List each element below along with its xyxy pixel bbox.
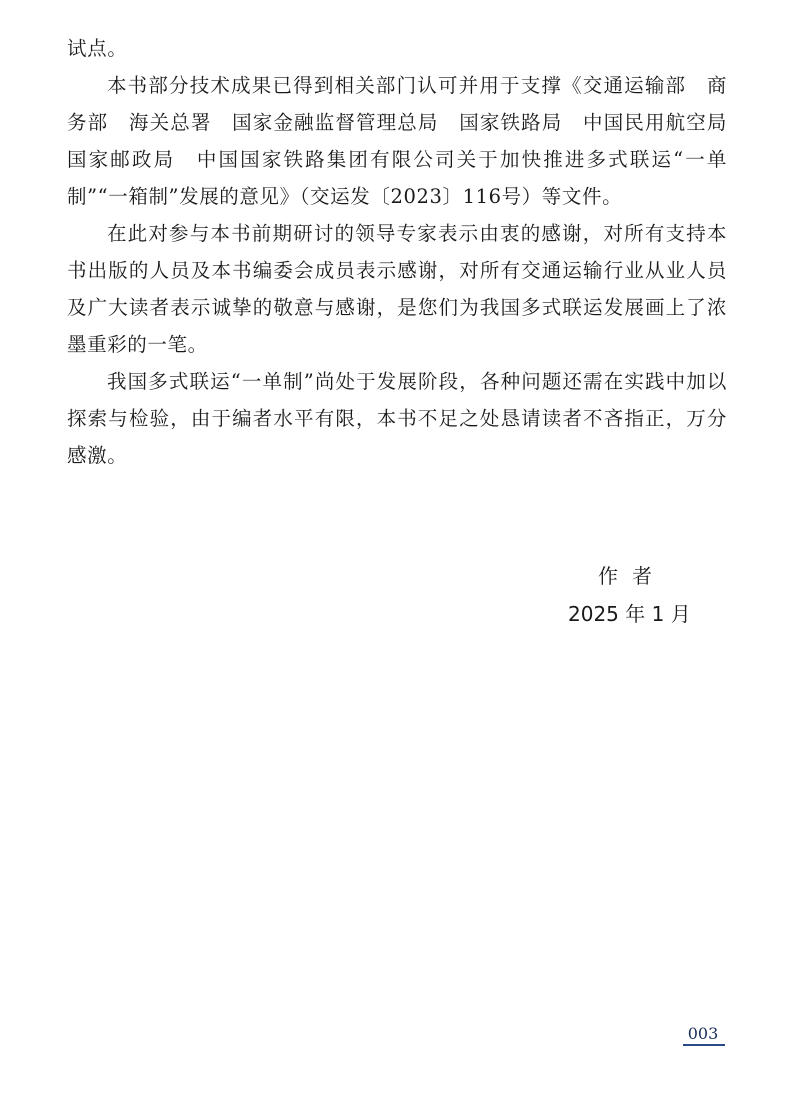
paragraph-technical-results: 本书部分技术成果已得到相关部门认可并用于支撑《交通运输部 商务部 海关总署 国家金融监督管理总局 国家铁路局 中国民用航空局 国家邮政局 中国国家铁路集团有限公司关于加快推进多式联运“一单制”“一箱制”发展的意见》（交运发〔2023〕116号）等文件。	[67, 74, 748, 208]
page-number-rule	[683, 1044, 725, 1046]
body-text	[67, 30, 748, 474]
paragraph-closing: 我国多式联运“一单制”尚处于发展阶段，各种问题还需在实践中加以探索与检验，由于编者水平有限，本书不足之处恳请读者不吝指正，万分感激。	[67, 370, 727, 467]
paragraph-continuation: 试点。	[67, 37, 128, 60]
signature-author: 作者	[598, 564, 666, 588]
paragraph-acknowledgements: 在此对参与本书前期研讨的领导专家表示由衷的感谢，对所有支持本书出版的人员及本书编委会成员表示感谢，对所有交通运输行业从业人员及广大读者表示诚挚的敬意与感谢，是您们为我国多式联运发展画上了浓墨重彩的一笔。	[67, 222, 727, 356]
signature-date: 2025 年 1 月	[568, 602, 691, 626]
page-number: 003	[687, 1024, 719, 1043]
